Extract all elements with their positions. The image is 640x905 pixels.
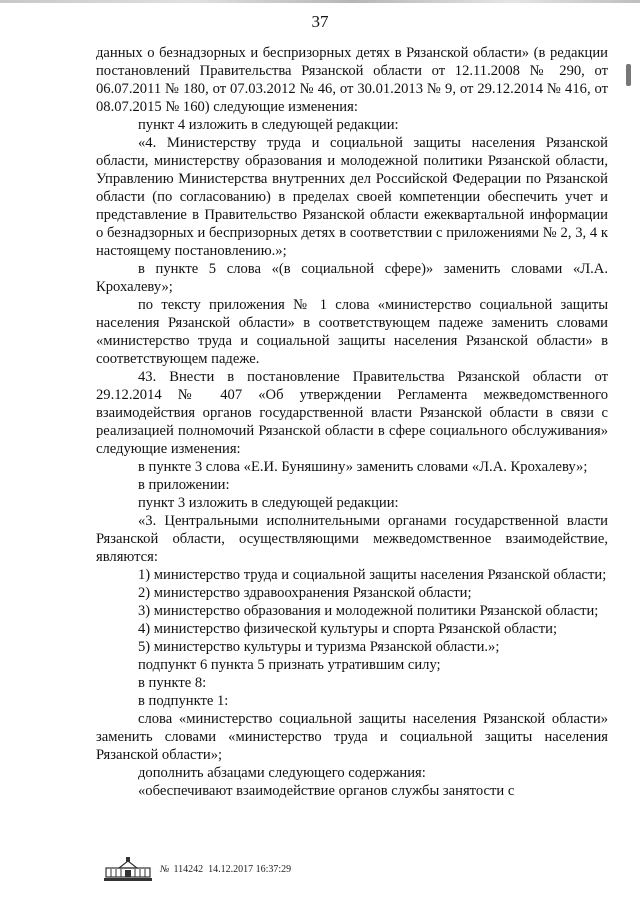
- footer-stamp: [103, 856, 543, 884]
- paragraph: пункт 3 изложить в следующей редакции:: [138, 495, 399, 511]
- paragraph: в пункте 5 слова «(в социальной сфере)» заменить словами «Л.А. Крохалеву»;: [96, 261, 608, 295]
- government-building-icon: [103, 856, 153, 882]
- document-body: [96, 44, 608, 800]
- paragraph: в пункте 3 слова «Е.И. Буняшину» заменить словами «Л.А. Крохалеву»;: [138, 459, 588, 475]
- paragraph: в приложении:: [138, 477, 230, 493]
- paragraph: «обеспечивают взаимодействие органов службы занятости с: [138, 783, 515, 799]
- paragraph: в подпункте 1:: [138, 693, 229, 709]
- page-number: 37: [311, 12, 329, 31]
- paragraph: пункт 4 изложить в следующей редакции:: [138, 117, 399, 133]
- scan-artifact: [626, 64, 631, 86]
- number-sign: №: [160, 864, 170, 875]
- paragraph: «3. Центральными исполнительными органами государственной власти Рязанской области, осуществляющими межведомственное взаимодействие, являются:: [96, 513, 608, 565]
- paragraph: 1) министерство труда и социальной защиты населения Рязанской области;: [138, 567, 607, 583]
- footer-datetime: 14.12.2017 16:37:29: [208, 864, 292, 875]
- paragraph: 4) министерство физической культуры и спорта Рязанской области;: [138, 621, 558, 637]
- scan-edge: [0, 0, 640, 3]
- footer-doc-number: 114242: [173, 864, 204, 875]
- paragraph: в пункте 8:: [138, 675, 207, 691]
- paragraph: 3) министерство образования и молодежной политики Рязанской области;: [138, 603, 599, 619]
- paragraph: 43. Внести в постановление Правительства Рязанской области от 29.12.2014 № 407 «Об утверждении Регламента межведомственного взаимодействия органов государственной власти Рязанской области в связи с реализацией полномочий Рязанской области в сфере социального обслуживания» следующие изменения:: [96, 369, 608, 457]
- paragraph: 2) министерство здравоохранения Рязанской области;: [138, 585, 472, 601]
- paragraph: 5) министерство культуры и туризма Рязанской области.»;: [138, 639, 500, 655]
- footer-doc-info: [160, 864, 291, 875]
- paragraph: «4. Министерству труда и социальной защиты населения Рязанской области, министерству образования и молодежной политики Рязанской области, Управлению Министерства внутренних дел Российской Федерации по Рязанской области (по согласованию) в пределах своей компетенции обеспечить учет и представление в Правительство Рязанской области ежеквартальной информации о безнадзорных и беспризорных детях в соответствии с приложениями № 2, 3, 4 к настоящему постановлению.»;: [96, 135, 608, 259]
- paragraph: данных о безнадзорных и беспризорных детях в Рязанской области» (в редакции постановлений Правительства Рязанской области от 12.11.2008 № 290, от 06.07.2011 № 180, от 07.03.2012 № 46, от 30.01.2013 № 9, от 29.12.2014 № 416, от 08.07.2015 № 160) следующие изменения:: [96, 45, 608, 115]
- paragraph: дополнить абзацами следующего содержания:: [138, 765, 426, 781]
- paragraph: слова «министерство социальной защиты населения Рязанской области» заменить словами «министерство труда и социальной защиты населения Рязанской области»;: [96, 711, 608, 763]
- paragraph: подпункт 6 пункта 5 признать утратившим силу;: [138, 657, 441, 673]
- paragraph: по тексту приложения № 1 слова «министерство социальной защиты населения Рязанской области» в соответствующем падеже заменить словами «министерство труда и социальной защиты населения Рязанской области» в соответствующем падеже.: [96, 297, 608, 367]
